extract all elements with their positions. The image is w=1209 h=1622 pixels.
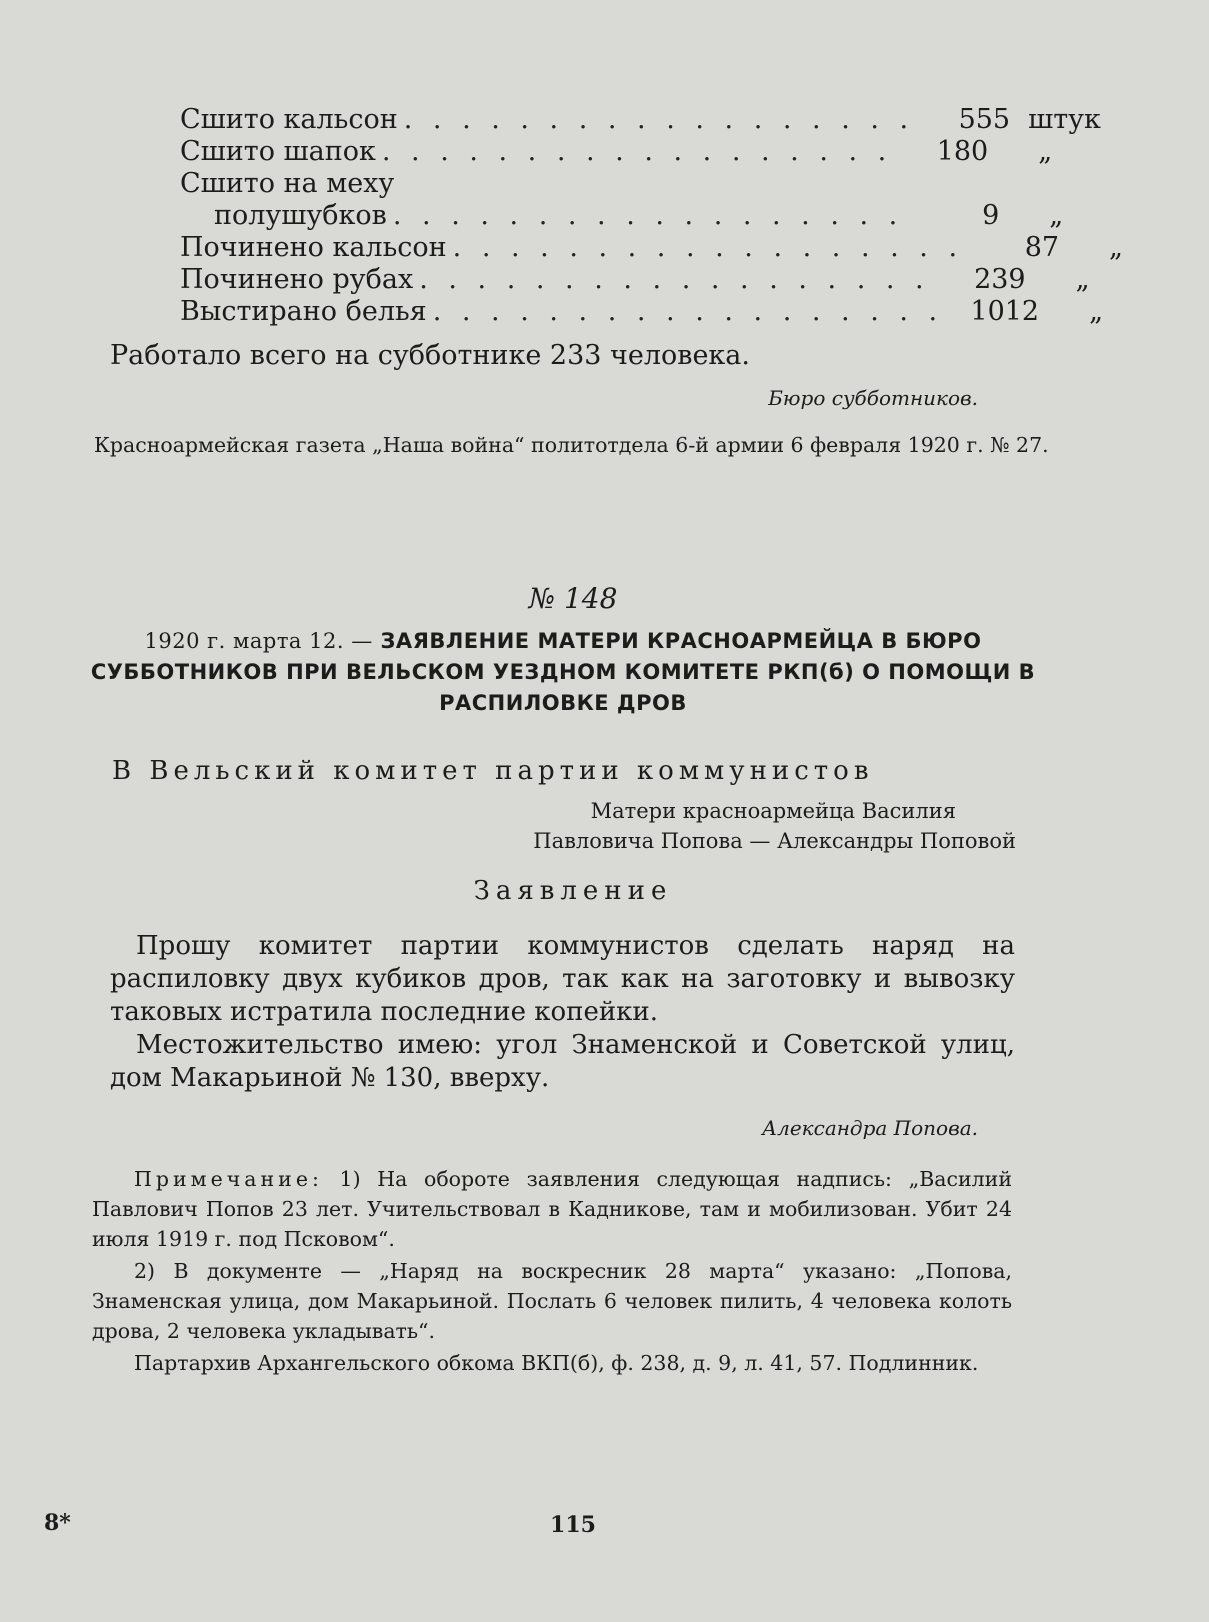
- stats-row: Починено рубах . . . . . . . . . . . . . . . . . . 239 „: [180, 264, 1090, 295]
- signature-mark: 8*: [44, 1510, 71, 1536]
- note-1: 1) На обороте заявления следующая надпись: „Василий Павлович Попов 23 лет. Учительствовал в Кадникове, там и мобилизован. Убит 24 июля 1919 г. под Псковом“.: [92, 1167, 1012, 1251]
- addressee: В Вельский комитет партии коммунистов: [112, 756, 874, 786]
- statement-title: Заявление: [473, 876, 673, 906]
- signature-bureau: Бюро субботников.: [768, 386, 978, 410]
- stats-row: Выстирано белья . . . . . . . . . . . . . . . . . . 1012 „: [180, 296, 1104, 327]
- stats-row: Сшито на меху: [180, 168, 395, 199]
- newspaper-source: Красноармейская газета „Наша война“ политотдела 6-й армии 6 февраля 1920 г. № 27.: [94, 433, 1049, 457]
- paragraph: Местожительство имею: угол Знаменской и Советской улиц, дом Макарьиной № 130, вверху.: [110, 1030, 1015, 1093]
- sender: Матери красноармейца Василия Павловича Попова — Александры Поповой: [533, 799, 1016, 853]
- archive-reference: Партархив Архангельского обкома ВКП(б), ф. 238, д. 9, л. 41, 57. Подлинник.: [134, 1351, 979, 1375]
- stats-row: полушубков . . . . . . . . . . . . . . . . . . 9 „: [214, 200, 1064, 231]
- stats-table: [180, 104, 1124, 328]
- stats-row: Починено кальсон . . . . . . . . . . . . . . . . . . 87 „: [180, 232, 1124, 263]
- document-number: № 148: [528, 582, 618, 615]
- notes: [92, 1164, 1012, 1346]
- stats-row: Сшито кальсон . . . . . . . . . . . . . . . . . . 555 штук: [180, 104, 1101, 135]
- note-2: 2) В документе — „Наряд на воскресник 28 марта“ указано: „Попова, Знаменская улица, дом Макарьиной. Послать 6 человек пилить, 4 человека колоть дрова, 2 человека укладывать“.: [92, 1259, 1012, 1343]
- stats-row: Сшито шапок . . . . . . . . . . . . . . . . . . 180 „: [180, 136, 1053, 167]
- paragraph: Прошу комитет партии коммунистов сделать наряд на распиловку двух кубиков дров, так как на заготовку и вывозку таковых истратила последние копейки.: [110, 931, 1015, 1027]
- document-title: ЗАЯВЛЕНИЕ МАТЕРИ КРАСНОАРМЕЙЦА В БЮРО СУББОТНИКОВ ПРИ ВЕЛЬСКОМ УЕЗДНОМ КОМИТЕТЕ РКП(б) О ПОМОЩИ В РАСПИЛОВКЕ ДРОВ: [90, 629, 1036, 715]
- page-number: 115: [550, 1512, 596, 1538]
- statement-body: [110, 930, 1015, 1095]
- signature-popova: Александра Попова.: [761, 1116, 978, 1140]
- notes-label: Примечание:: [134, 1167, 323, 1191]
- document-heading: [58, 626, 1068, 719]
- stats-total: Работало всего на субботнике 233 человека.: [110, 340, 750, 371]
- document-date: 1920 г. марта 12. —: [144, 629, 373, 653]
